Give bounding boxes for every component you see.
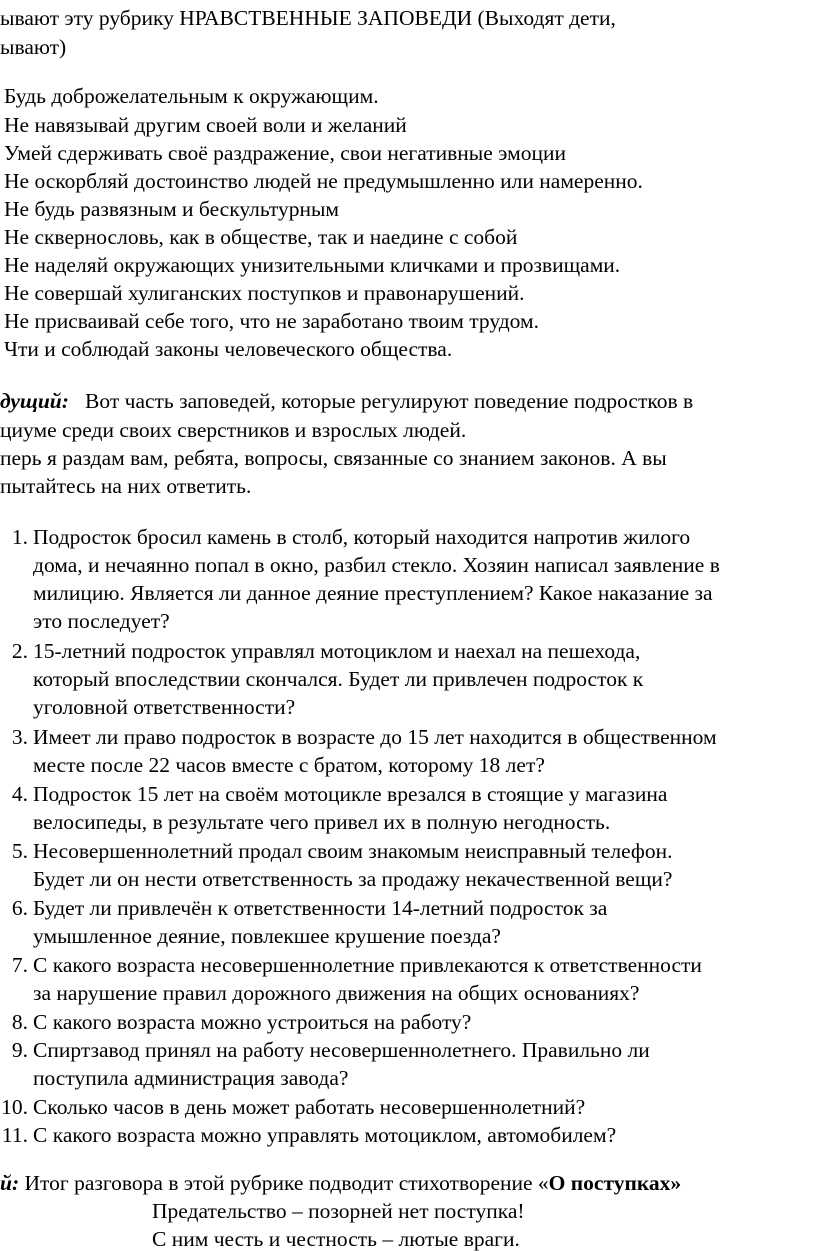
question-line: милицию. Является ли данное деяние преступлением? Какое наказание за xyxy=(33,581,713,605)
question-line: который впоследствии скончался. Будет ли привлечен подросток к xyxy=(33,667,644,691)
question-line: дома, и нечаянно попал в окно, разбил стекло. Хозяин написал заявление в xyxy=(33,553,720,577)
host-line-1 xyxy=(0,391,693,413)
question-number: 10. xyxy=(1,1095,28,1119)
question-line: С какого возраста можно управлять мотоциклом, автомобилем? xyxy=(33,1123,617,1147)
closing-label: й: xyxy=(0,1171,20,1195)
host-label: дущий: xyxy=(0,389,69,413)
question-line: поступила администрация завода? xyxy=(33,1066,349,1090)
intro-line-2: ывают) xyxy=(0,35,67,59)
question-number: 2. xyxy=(11,639,28,663)
question-line: Будет ли привлечён к ответственности 14-летний подросток за xyxy=(33,896,608,920)
poem-line-1: Предательство – позорней нет поступка! xyxy=(152,1199,525,1223)
question-line: месте после 22 часов вместе с братом, которому 18 лет? xyxy=(33,753,545,777)
commandment-item: Будь доброжелательным к окружающим. xyxy=(4,84,379,108)
question-line: Будет ли он нести ответственность за продажу некачественной вещи? xyxy=(33,867,673,891)
question-number: 7. xyxy=(11,953,28,977)
question-line: умышленное деяние, повлекшее крушение поезда? xyxy=(33,924,501,948)
host-line-3: перь я раздам вам, ребята, вопросы, связанные со знанием законов. А вы xyxy=(0,446,667,470)
intro-line-1: ывают эту рубрику НРАВСТВЕННЫЕ ЗАПОВЕДИ (Выходят дети, xyxy=(0,6,616,30)
question-line: за нарушение правил дорожного движения на общих основаниях? xyxy=(33,981,640,1005)
question-number: 5. xyxy=(11,839,28,863)
closing-line xyxy=(0,1173,681,1195)
question-line: С какого возраста можно устроиться на работу? xyxy=(33,1010,472,1034)
question-number: 8. xyxy=(11,1010,28,1034)
question-line: 15-летний подросток управлял мотоциклом и наехал на пешехода, xyxy=(33,639,641,663)
question-line: С какого возраста несовершеннолетние привлекаются к ответственности xyxy=(33,953,702,977)
question-number: 1. xyxy=(11,525,28,549)
commandment-item: Не сквернословь, как в обществе, так и наедине с собой xyxy=(4,225,518,249)
question-line: Сколько часов в день может работать несовершеннолетний? xyxy=(33,1095,586,1119)
poem-title: О поступках» xyxy=(548,1171,682,1195)
poem-line-2: С ним честь и честность – лютые враги. xyxy=(152,1227,520,1251)
question-line: Несовершеннолетний продал своим знакомым неисправный телефон. xyxy=(33,839,673,863)
question-number: 9. xyxy=(11,1038,28,1062)
host-line-2: циуме среди своих сверстников и взрослых людей. xyxy=(0,418,467,442)
commandment-item: Не оскорбляй достоинство людей не предумышленно или намеренно. xyxy=(4,169,643,193)
commandment-item: Не наделяй окружающих унизительными кличками и прозвищами. xyxy=(4,253,621,277)
question-number: 4. xyxy=(11,782,28,806)
question-line: Подросток 15 лет на своём мотоцикле врезался в стоящие у магазина xyxy=(33,782,668,806)
commandment-item: Чти и соблюдай законы человеческого общества. xyxy=(4,337,453,361)
host-line-4: пытайтесь на них ответить. xyxy=(0,474,252,498)
question-number: 3. xyxy=(11,725,28,749)
question-line: велосипеды, в результате чего привел их в полную негодность. xyxy=(33,810,611,834)
question-line: Спиртзавод принял на работу несовершеннолетнего. Правильно ли xyxy=(33,1038,650,1062)
commandment-item: Умей сдерживать своё раздражение, свои негативные эмоции xyxy=(4,141,567,165)
commandment-item: Не навязывай другим своей воли и желаний xyxy=(4,113,407,137)
question-number: 11. xyxy=(1,1123,28,1147)
question-number: 6. xyxy=(11,896,28,920)
question-line: Подросток бросил камень в столб, который находится напротив жилого xyxy=(33,525,691,549)
question-line: Имеет ли право подросток в возрасте до 15 лет находится в общественном xyxy=(33,725,717,749)
question-line: это последует? xyxy=(33,609,170,633)
commandment-item: Не присваивай себе того, что не заработано твоим трудом. xyxy=(4,309,539,333)
closing-text: Итог разговора в этой рубрике подводит стихотворение « xyxy=(24,1171,549,1195)
host-text-1: Вот часть заповедей, которые регулируют поведение подростков в xyxy=(85,389,694,413)
question-line: уголовной ответственности? xyxy=(33,695,296,719)
commandment-item: Не совершай хулиганских поступков и правонарушений. xyxy=(4,281,525,305)
commandment-item: Не будь развязным и бескультурным xyxy=(4,197,340,221)
